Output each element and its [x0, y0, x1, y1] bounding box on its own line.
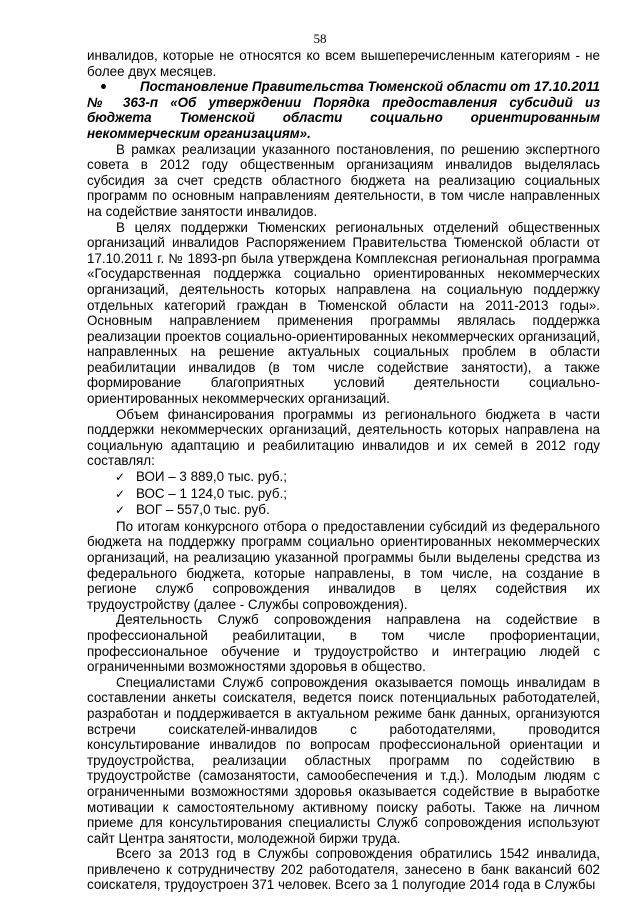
paragraph-funding-volume: Объем финансирования программы из регионального бюджета в части поддержки некоммерческих организаций, деятельность которых направлена на социальную адаптацию и реабилитацию инвалидов и их семей в 2012 году составлял:	[87, 406, 600, 469]
paragraph-services-activity: Деятельность Служб сопровождения направлена на содействие в профессиональной реабилитации, в том числе профориентации, профессиональное обучение и трудоустройство и интеграцию людей с ограниченными возможностями здоровья в общество.	[87, 612, 600, 675]
paragraph-regional-program: В целях поддержки Тюменских региональных отделений общественных организаций инвалидов Распоряжением Правительства Тюменской области от 17.10.2011 г. № 1893-рп была утверждена Комплексная региональная программа «Государственная поддержка социально ориентированных некоммерческих организаций, деятельность которых направлена на социальную поддержку отдельных категорий граждан в Тюменской области на 2011-2013 годы». Основным направлением применения программы являлась поддержка реализации проектов социально-ориентированных некоммерческих организаций, направленных на решение актуальных социальных проблем в области реабилитации инвалидов (в том числе содействие занятости), а также формирование благоприятных условий деятельности социально-ориентированных некоммерческих организаций.	[87, 219, 600, 407]
regulation-heading	[87, 79, 600, 141]
funding-list-item	[87, 469, 600, 486]
paragraph-expert-council: В рамках реализации указанного постановления, по решению экспертного совета в 2012 году общественным организациям инвалидов выделялась субсидия за счет средств областного бюджета на реализацию социальных программ по основным направлениям деятельности, в том числе направленных на содействие занятости инвалидов.	[87, 141, 600, 219]
funding-item-text: ВОС – 1 124,0 тыс. руб.;	[136, 485, 288, 501]
check-mark-icon: ✓	[115, 470, 126, 485]
paragraph-statistics-2013: Всего за 2013 год в Службы сопровождения обратились 1542 инвалида, привлечено к сотрудничеству 202 работодателя, занесено в банк вакансий 602 соискателя, трудоустроен 371 человек. Всего за 1 полугодие 2014 года в Службы	[87, 846, 600, 893]
page-number: 58	[313, 31, 327, 46]
funding-item-text: ВОГ – 557,0 тыс. руб.	[136, 502, 270, 518]
regulation-heading-text: Постановление Правительства Тюменской области от 17.10.2011 № 363-п «Об утверждении Порядка предоставления субсидий из бюджета Тюменской области социально ориентированным некоммерческим организациям».	[87, 79, 600, 141]
check-mark-icon: ✓	[115, 503, 126, 518]
paragraph-competitive-selection: По итогам конкурсного отбора о предоставлении субсидий из федерального бюджета на поддержку программ социально ориентированных некоммерческих организаций, на реализацию указанной программы были выделены средства из федерального бюджета, которые направлены, в том числе, на создание в регионе служб сопровождения инвалидов в целях содействия их трудоустройству (далее - Службы сопровождения).	[87, 518, 600, 612]
funding-list-item	[87, 486, 600, 503]
paragraph-continued: инвалидов, которые не относятся ко всем вышеперечисленным категориям - не более двух месяцев.	[87, 48, 600, 79]
paragraph-specialists-help: Специалистами Служб сопровождения оказывается помощь инвалидам в составлении анкеты соискателя, ведется поиск потенциальных работодателей, разработан и поддерживается в актуальном режиме банк данных, организуются встречи соискателей-инвалидов с работодателями, проводится консультирование инвалидов по вопросам профессиональной ориентации и трудоустройства, реализации областных программ по содействию в трудоустройстве (самозанятости, самообеспечения и т.д.). Молодым людям с ограниченными возможностями здоровья оказывается содействие в выработке мотивации к самостоятельному активному поиску работы. Также на личном приеме для консультирования специалисты Служб сопровождения используют сайт Центра занятости, молодежной биржи труда.	[87, 674, 600, 846]
bullet-dot-icon	[101, 84, 106, 89]
funding-list-item	[87, 502, 600, 519]
check-mark-icon: ✓	[115, 486, 126, 501]
funding-list	[87, 469, 600, 519]
page-body	[87, 48, 600, 893]
funding-item-text: ВОИ – 3 889,0 тыс. руб.;	[136, 469, 287, 485]
